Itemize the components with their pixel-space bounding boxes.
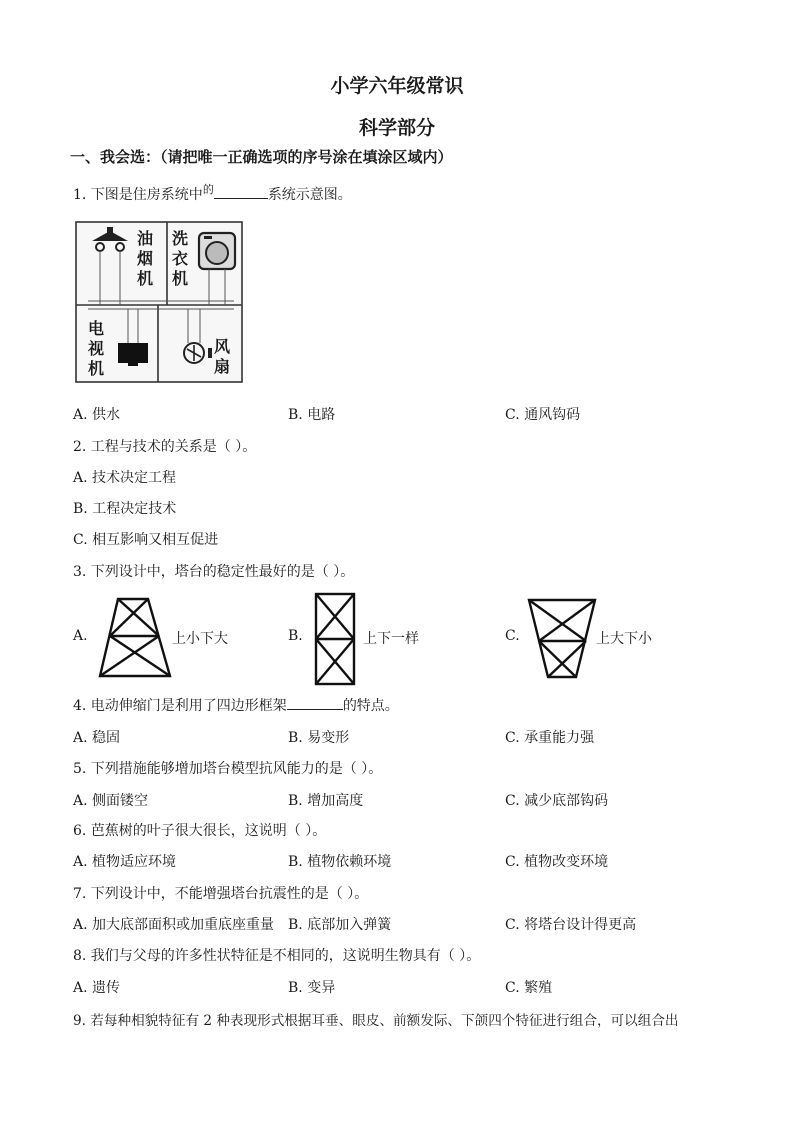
option-c[interactable]: C. <box>505 628 520 644</box>
option-c[interactable]: C. 相互影响又相互促进 <box>73 532 219 548</box>
question-2: 2. 工程与技术的关系是（ ）。 <box>73 439 257 455</box>
question-1-stem-end: 系统示意图。 <box>267 187 352 203</box>
section-heading: 一、我会选：（请把唯一正确选项的序号涂在填涂区域内） <box>70 148 453 166</box>
tower-wide-base-figure <box>96 596 174 680</box>
tower-a-caption: 上小下大 <box>172 631 228 647</box>
option-b[interactable]: B. <box>288 628 303 644</box>
question-5: 5. 下列措施能够增加塔台模型抗风能力的是（ ）。 <box>73 761 383 777</box>
option-b[interactable]: B. 易变形 <box>288 730 350 746</box>
option-c[interactable]: C. 将塔台设计得更高 <box>505 917 637 933</box>
option-a[interactable]: A. 侧面镂空 <box>73 793 149 809</box>
label-washing-machine: 洗衣机 <box>172 229 189 288</box>
page-title: 小学六年级常识 <box>330 75 464 97</box>
option-a[interactable]: A. 加大底部面积或加重底座重量 <box>73 917 275 933</box>
option-c[interactable]: C. 承重能力强 <box>505 730 595 746</box>
label-range-hood: 油烟机 <box>137 229 154 288</box>
house-system-diagram <box>74 219 246 385</box>
question-1-stem: 1. 下图是住房系统中 <box>73 187 203 203</box>
answer-blank <box>214 186 268 199</box>
tower-b-caption: 上下一样 <box>363 631 419 647</box>
question-1-mark: 的 <box>202 183 214 196</box>
question-9: 9. 若每种相貌特征有 2 种表现形式根据耳垂、眼皮、前额发际、下颌四个特征进行组合，可以组合出 <box>73 1013 679 1029</box>
option-c[interactable]: C. 通风钩码 <box>505 407 581 423</box>
option-b[interactable]: B. 底部加入弹簧 <box>288 917 392 933</box>
tower-straight-figure <box>312 591 358 687</box>
option-a[interactable]: A. 技术决定工程 <box>73 470 177 486</box>
option-c[interactable]: C. 繁殖 <box>505 980 553 996</box>
question-3: 3. 下列设计中，塔台的稳定性最好的是（ ）。 <box>73 564 355 580</box>
label-fan: 风扇 <box>214 337 231 376</box>
option-c[interactable]: C. 减少底部钩码 <box>505 793 609 809</box>
page-subtitle: 科学部分 <box>358 117 435 139</box>
option-a[interactable]: A. 遗传 <box>73 980 121 996</box>
tower-wide-top-figure <box>526 597 598 681</box>
question-8: 8. 我们与父母的许多性状特征是不相同的，这说明生物具有（ ）。 <box>73 948 481 964</box>
option-b[interactable]: B. 增加高度 <box>288 793 364 809</box>
option-b[interactable]: B. 工程决定技术 <box>73 501 177 517</box>
television-icon <box>118 343 148 366</box>
option-b[interactable]: B. 植物依赖环境 <box>288 854 392 870</box>
label-television: 电视机 <box>88 319 105 378</box>
tower-c-caption: 上大下小 <box>596 631 652 647</box>
option-a[interactable]: A. 稳固 <box>73 730 121 746</box>
answer-blank <box>287 697 343 710</box>
question-7: 7. 下列设计中，不能增强塔台抗震性的是（ ）。 <box>73 886 369 902</box>
option-c[interactable]: C. 植物改变环境 <box>505 854 609 870</box>
option-a[interactable]: A. 植物适应环境 <box>73 854 177 870</box>
option-a[interactable]: A. <box>73 628 88 644</box>
question-4-stem: 4. 电动伸缩门是利用了四边形框架 <box>73 698 287 714</box>
question-1 <box>73 184 352 204</box>
washing-machine-icon <box>199 233 235 269</box>
option-a[interactable]: A. 供水 <box>73 407 121 423</box>
question-6: 6. 芭蕉树的叶子很大很长，这说明（ ）。 <box>73 823 327 839</box>
option-b[interactable]: B. 电路 <box>288 407 336 423</box>
option-b[interactable]: B. 变异 <box>288 980 336 996</box>
question-4-stem-end: 的特点。 <box>342 698 399 714</box>
question-4 <box>73 695 399 715</box>
